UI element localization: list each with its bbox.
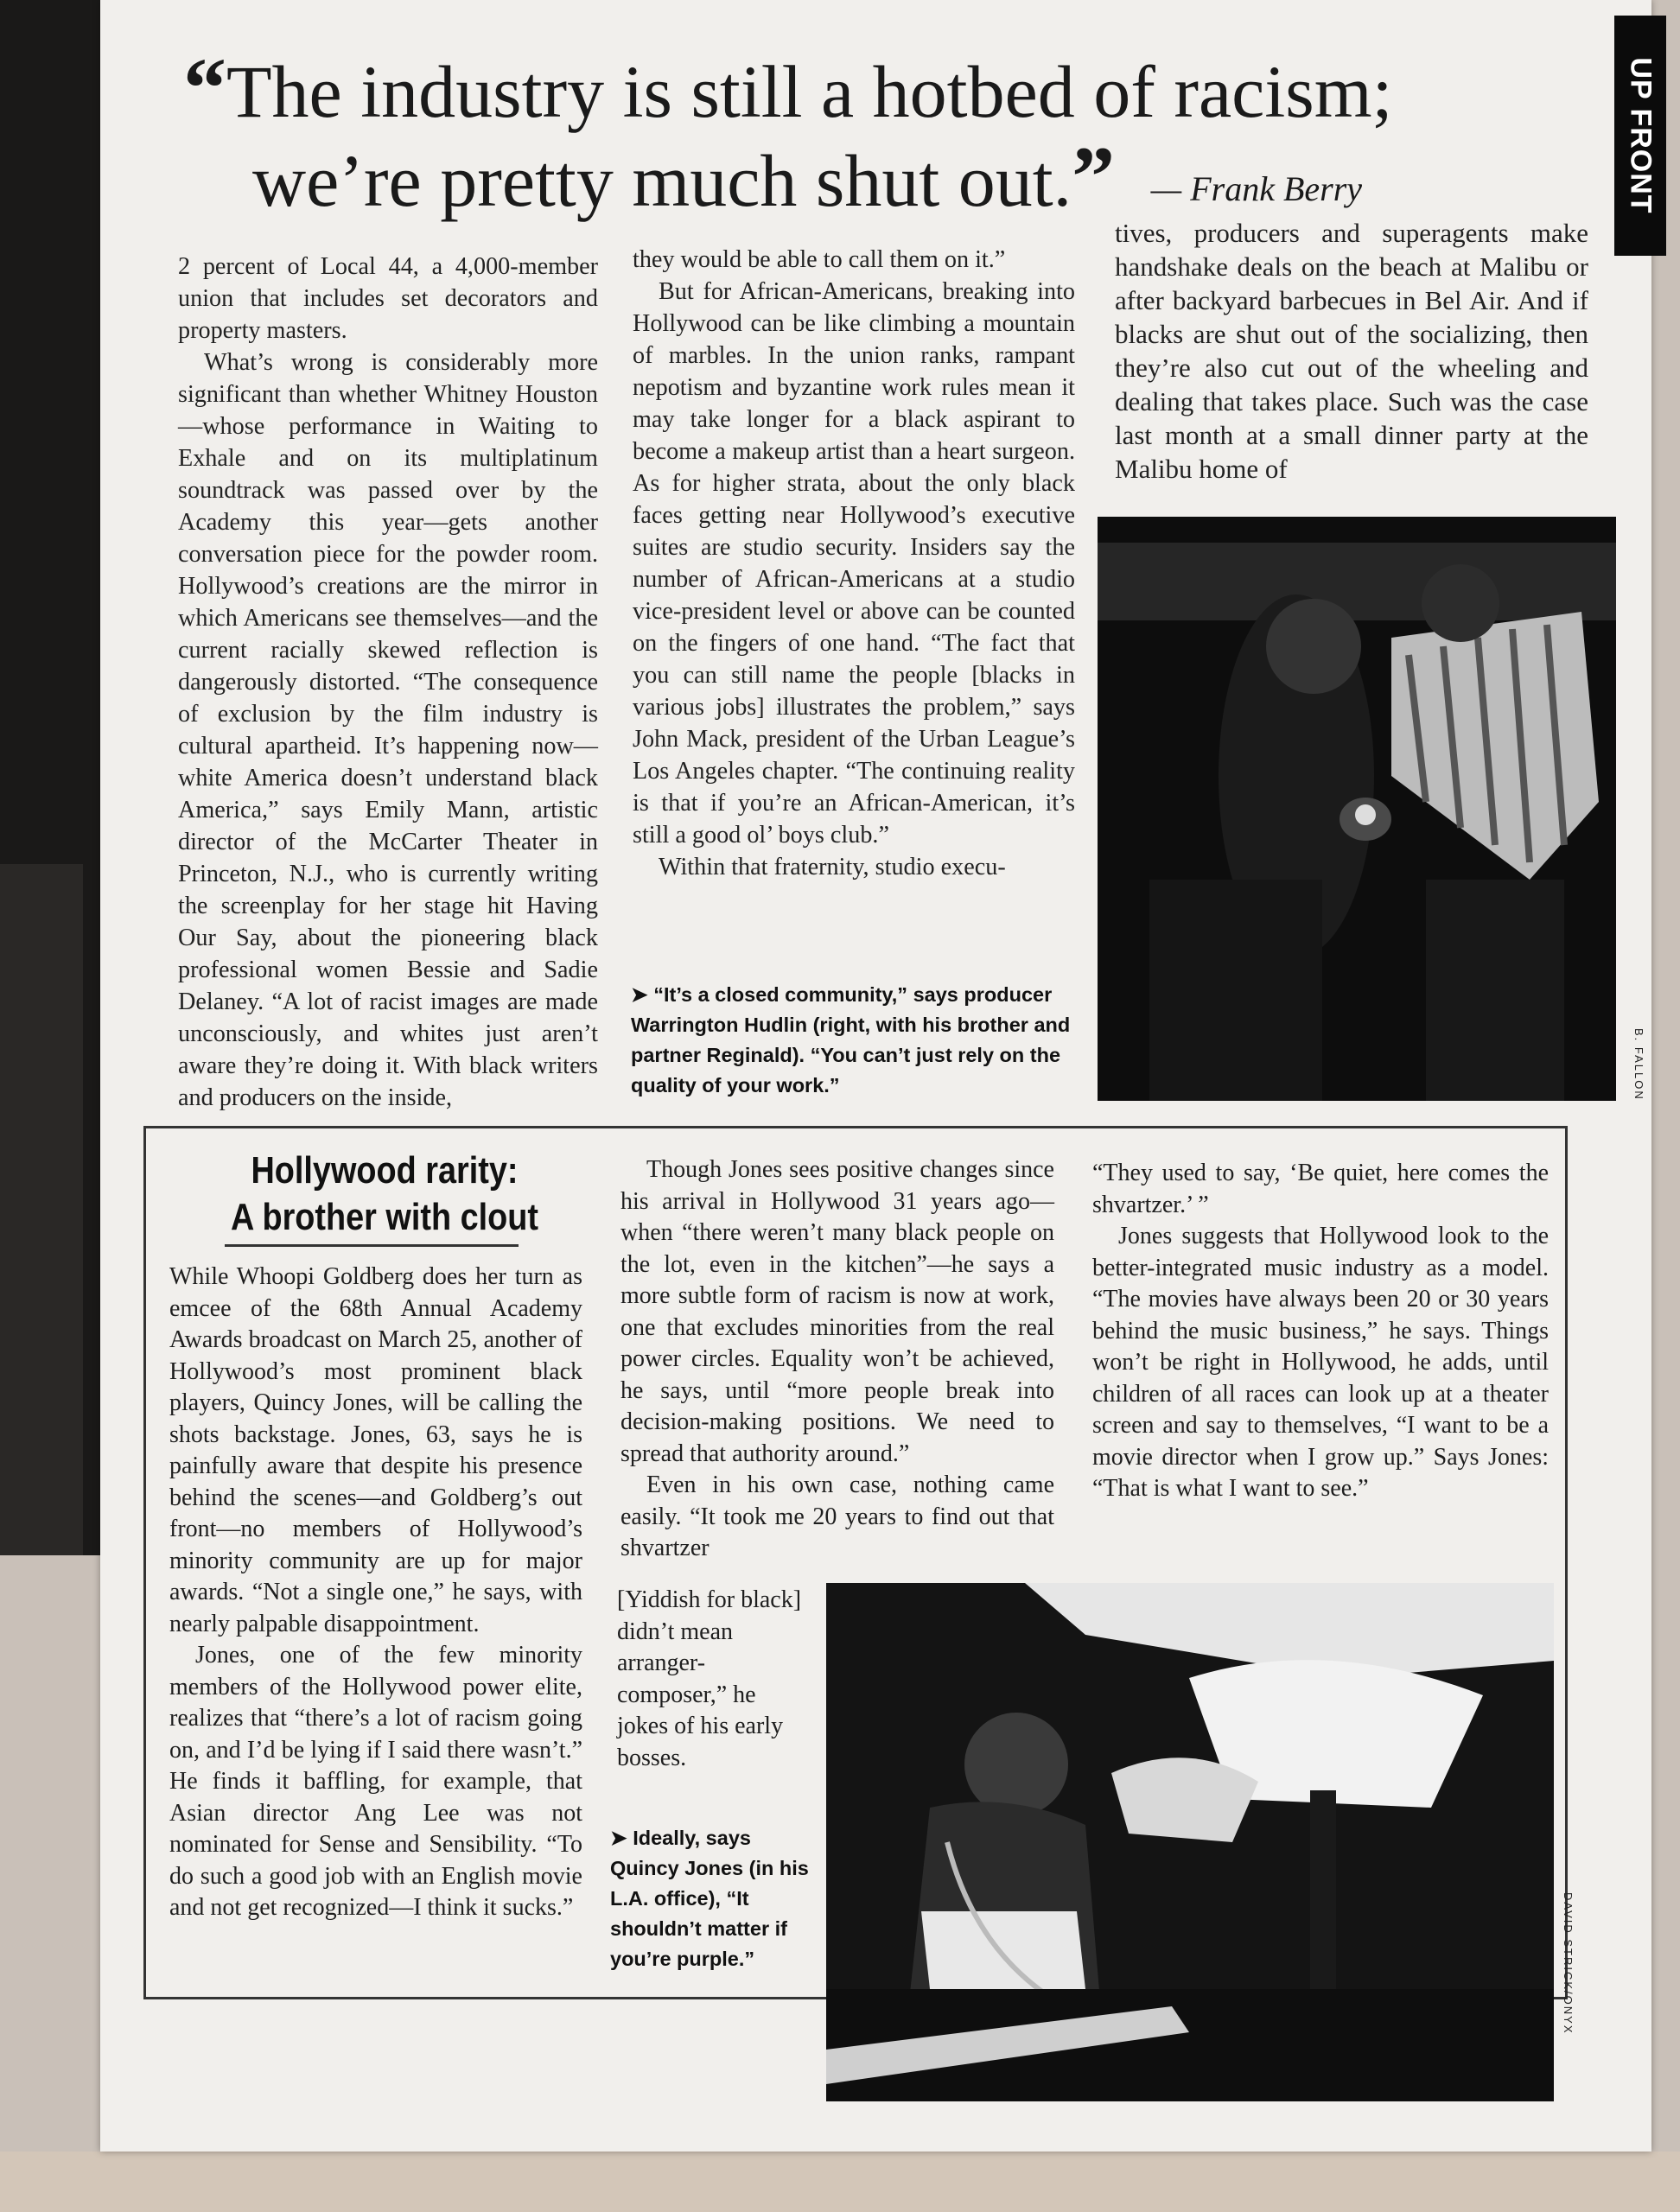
section-tab-label: UP FRONT xyxy=(1624,57,1658,214)
sidebar-title-line-1: Hollywood rarity: xyxy=(251,1149,519,1192)
sidebar-column-1 xyxy=(169,1262,582,1924)
article-paragraph: Within that fraternity, studio execu- xyxy=(659,854,1006,880)
article-paragraph: 2 percent of Local 44, a 4,000-member union that includes set decorators and property masters. xyxy=(178,253,598,344)
pull-quote-text-2: we’re pretty much shut out. xyxy=(252,139,1072,222)
photo-credit-strick: DAVID STRICK/ONYX xyxy=(1562,1892,1575,2035)
photo-jones-image xyxy=(826,1583,1554,2101)
sidebar-title-rule xyxy=(225,1244,519,1247)
photo-credit-fallon: B. FALLON xyxy=(1632,1028,1645,1101)
sidebar-column-2-wrap xyxy=(617,1585,812,1774)
close-quote-mark: ” xyxy=(1072,129,1116,225)
sidebar-title-line-2: A brother with clout xyxy=(231,1196,538,1238)
section-tab xyxy=(1614,16,1666,256)
sidebar-title xyxy=(202,1147,566,1241)
photo-hudlin-image xyxy=(1098,517,1616,1101)
sidebar-column-2 xyxy=(620,1154,1054,1565)
pull-quote xyxy=(183,40,1600,225)
sidebar-paragraph: “They used to say, ‘Be quiet, here comes the shvartzer.’ ” xyxy=(1092,1160,1549,1218)
article-paragraph: they would be able to call them on it.” xyxy=(633,246,1006,273)
article-column-3 xyxy=(1115,216,1588,486)
pull-quote-attribution: — Frank Berry xyxy=(1150,168,1363,208)
background-floor xyxy=(0,2152,1680,2212)
sidebar-paragraph: Even in his own case, nothing came easily. “It took me 20 years to find out that shvartzer xyxy=(620,1471,1054,1561)
sidebar-paragraph: [Yiddish for black] didn’t mean arranger-composer,” he jokes of his early bosses. xyxy=(617,1586,802,1771)
sidebar-paragraph: While Whoopi Goldberg does her turn as emcee of the 68th Annual Academy Awards broadcast on March 25, another of Hollywood’s most prominent black players, Quincy Jones, will be calling the shots backstage. Jones, 63, says he is painfully aware that despite his presence behind the scenes—and Goldberg’s out front—no members of Hollywood’s minority community are up for major awards. “Not a single one,” he says, with nearly palpable disappointment. xyxy=(169,1263,582,1637)
sidebar-paragraph: Jones suggests that Hollywood look to the better-integrated music industry as a model. “The movies have always been 20 or 30 years behind the music business,” he says. Things won’t be right in Hollywood, he adds, until children of all races can look up at a theater screen and say to themselves, “I want to be a movie director when I grow up.” Says Jones: “That is what I want to see.” xyxy=(1092,1223,1549,1502)
photo-hudlin-brothers xyxy=(1098,517,1616,1101)
open-quote-mark: “ xyxy=(183,40,226,136)
adjacent-page-photo xyxy=(0,864,83,1555)
article-paragraph: But for African-Americans, breaking into Hollywood can be like climbing a mountain of marbles. In the union ranks, rampant nepotism and byzantine work rules mean it may take longer for a black aspirant to become a makeup artist than a heart surgeon. As for higher strata, about the only black faces getting near Hollywood’s executive suites are studio security. Insiders say the number of African-Americans at a studio vice-president level or above can be counted on the fingers of one hand. “The fact that you can still name the people [blacks in various jobs] illustrates the problem,” says John Mack, president of the Urban League’s Los Angeles chapter. “The continuing reality is that if you’re an African-American, it’s still a good ol’ boys club.” xyxy=(633,278,1075,849)
photo-caption-hudlin: ➤ “It’s a closed community,” says producer Warrington Hudlin (right, with his brother and partner Reginald). “You can’t just rely on the quality of your work.” xyxy=(631,983,1071,1096)
article-paragraph: What’s wrong is considerably more significant than whether Whitney Houston—whose performance in Waiting to Exhale and on its multiplatinum soundtrack was passed over by the Academy this year—gets another conversation piece for the powder room. Hollywood’s creations are the mirror in which Americans see themselves—and the current racially skewed reflection is dangerously distorted. “The consequence of exclusion by the film industry is cultural apartheid. It’s happening now—white America doesn’t understand black America,” says Emily Mann, artistic director of the McCarter Theater in Princeton, N.J., who is currently writing the screenplay for her stage hit Having Our Say, about the pioneering black professional women Bessie and Sadie Delaney. “A lot of racist images are made unconsciously, and whites just aren’t aware they’re doing it. With black writers and producers on the inside, xyxy=(178,349,598,1111)
pull-quote-line-1 xyxy=(183,40,1600,136)
sidebar-column-3 xyxy=(1092,1158,1549,1505)
photo-caption-jones: ➤ Ideally, says Quincy Jones (in his L.A. office), “It shouldn’t matter if you’re purple.” xyxy=(610,1827,809,1970)
article-paragraph: tives, producers and superagents make handshake deals on the beach at Malibu or after backyard barbecues in Bel Air. And if blacks are shut out of the socializing, then they’re also cut out of the wheeling and dealing that takes place. Such was the case last month at a small dinner party at the Malibu home of xyxy=(1115,218,1588,484)
pull-quote-line-2 xyxy=(252,129,1600,225)
pull-quote-text-1: The industry is still a hotbed of racism; xyxy=(226,50,1393,133)
article-column-1 xyxy=(178,251,598,1114)
photo-quincy-jones xyxy=(826,1583,1554,2101)
sidebar-paragraph: Though Jones sees positive changes since his arrival in Hollywood 31 years ago—when “there weren’t many black people on the lot, even in the kitchen”—he says a more subtle form of racism is now at work, one that excludes minorities from the real power circles. Equality won’t be achieved, he says, until “more people break into decision-making positions. We need to spread that authority around.” xyxy=(620,1156,1054,1467)
sidebar-paragraph: Jones, one of the few minority members of the Hollywood power elite, realizes that “there’s a lot of racism going on, and I’d be lying if I said there wasn’t.” He finds it baffling, for example, that Asian director Ang Lee was not nominated for Sense and Sensibility. “To do such a good job with an English movie and not get recognized—I think it sucks.” xyxy=(169,1642,582,1921)
article-column-2 xyxy=(633,244,1075,883)
